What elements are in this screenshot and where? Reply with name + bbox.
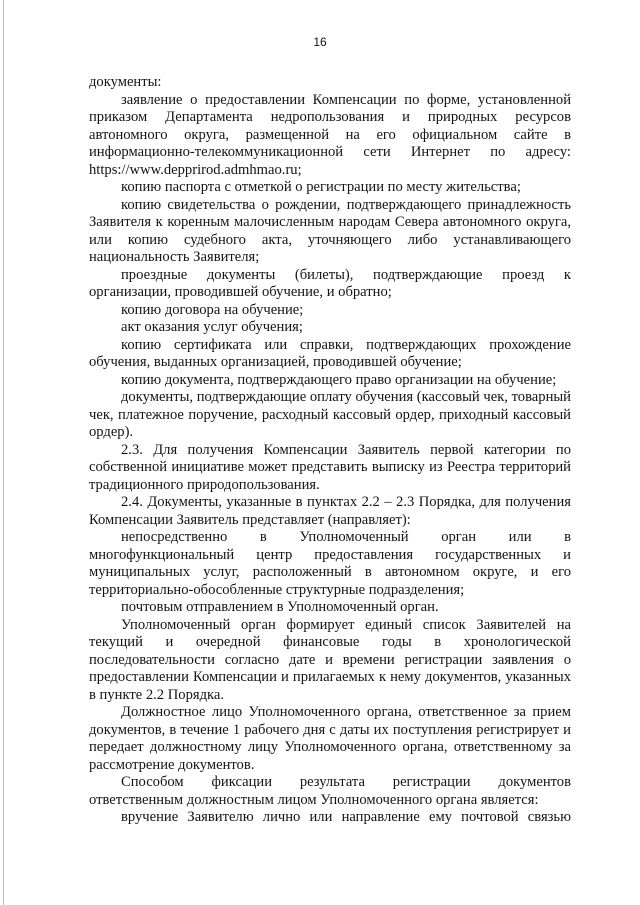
paragraph: непосредственно в Уполномоченный орган или в многофункциональный центр предоставления государственных и муниципальных услуг, расположенный в автономном округе, и его территориально-обособленные структурные подразделения; xyxy=(89,529,571,598)
page-number: 16 xyxy=(313,35,327,49)
scan-edge xyxy=(3,0,4,905)
paragraph: проездные документы (билеты), подтверждающие проезд к организации, проводившей обучение, и обратно; xyxy=(89,266,571,300)
paragraph: копию паспорта с отметкой о регистрации по месту жительства; xyxy=(121,179,521,195)
paragraph: 2.3. Для получения Компенсации Заявитель первой категории по собственной инициативе может представить выписку из Реестра территорий традиционного природопользования. xyxy=(89,441,571,493)
paragraph: Должностное лицо Уполномоченного органа, ответственное за прием документов, в течение 1 рабочего дня с даты их поступления регистрирует и передает должностному лицу Уполномоченного органа, ответственному за рассмотрение документов. xyxy=(89,704,571,773)
paragraph: копию сертификата или справки, подтверждающих прохождение обучения, выданных организацией, проводившей обучение; xyxy=(89,336,571,370)
paragraph: акт оказания услуг обучения; xyxy=(121,319,303,335)
paragraph: Способом фиксации результата регистрации документов ответственным должностным лицом Уполномоченного органа является: xyxy=(89,774,571,808)
paragraph: заявление о предоставлении Компенсации по форме, установленной приказом Департамента недропользования и природных ресурсов автономного округа, размещенной на его официальном сайте в информационно-телекоммуникационной сети Интернет по адресу: https://www.depprirod.admhmao.ru; xyxy=(89,91,571,178)
paragraph: документы: xyxy=(89,74,162,90)
document-body xyxy=(89,74,571,827)
paragraph: документы, подтверждающие оплату обучения (кассовый чек, товарный чек, платежное поручение, расходный кассовый ордер, приходный кассовый ордер). xyxy=(89,389,571,440)
paragraph: копию документа, подтверждающего право организации на обучение; xyxy=(121,371,557,388)
paragraph: Уполномоченный орган формирует единый список Заявителей на текущий и очередной финансовые годы в хронологической последовательности согласно дате и времени регистрации заявления о предоставлении Компенсации и прилагаемых к нему документов, указанных в пункте 2.2 Порядка. xyxy=(89,616,571,703)
paragraph: копию договора на обучение; xyxy=(121,301,304,318)
paragraph: копию свидетельства о рождении, подтверждающего принадлежность Заявителя к коренным малочисленным народам Севера автономного округа, или копию судебного акта, уточняющего либо устанавливающего национальность Заявителя; xyxy=(89,196,571,265)
paragraph: 2.4. Документы, указанные в пунктах 2.2 – 2.3 Порядка, для получения Компенсации Заявитель представляет (направляет): xyxy=(89,494,571,528)
paragraph: вручение Заявителю лично или направление ему почтовой связью xyxy=(121,809,571,825)
paragraph: почтовым отправлением в Уполномоченный орган. xyxy=(121,599,439,615)
